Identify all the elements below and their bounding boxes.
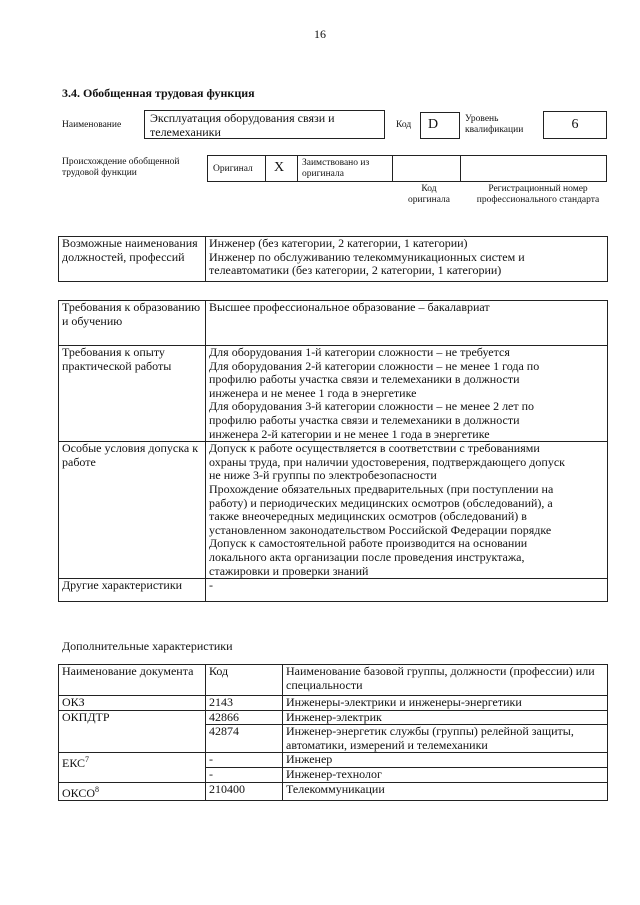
doc-name: ОКСО bbox=[62, 785, 96, 800]
doc-cell bbox=[59, 782, 206, 801]
original-label: Оригинал bbox=[213, 164, 253, 174]
additional-table bbox=[58, 664, 608, 801]
reg-number-caption: Регистрационный номер профессионального стандарта bbox=[476, 184, 600, 205]
header-document: Наименование документа bbox=[59, 665, 206, 696]
code-cell: - bbox=[206, 767, 283, 782]
code-cell: 42874 bbox=[206, 725, 283, 753]
section-title: 3.4. Обобщенная трудовая функция bbox=[62, 86, 255, 100]
experience-line: Для оборудования 1-й категории сложности – не требуется bbox=[209, 345, 510, 359]
name-label: Наименование bbox=[62, 120, 122, 130]
special-line: не ниже 3-й группы по электробезопасности bbox=[209, 468, 437, 483]
name-cell: Инженер-технолог bbox=[283, 767, 608, 782]
special-line: Допуск к работе осуществляется в соответствии с требованиями bbox=[209, 441, 540, 456]
function-name-box bbox=[144, 110, 385, 139]
table-row bbox=[59, 696, 608, 711]
code-box bbox=[420, 112, 460, 139]
experience-label: Требования к опыту практической работы bbox=[59, 346, 206, 442]
positions-label: Возможные наименования должностей, профессий bbox=[59, 237, 206, 282]
code-original-caption: Код оригинала bbox=[408, 184, 450, 205]
special-line: работу) и периодических медицинских осмотров (обследований), а bbox=[209, 495, 553, 510]
table-row bbox=[59, 753, 608, 768]
code-cell: - bbox=[206, 753, 283, 768]
education-value: Высшее профессиональное образование – бакалавриат bbox=[206, 301, 608, 346]
experience-line: инженера и не менее 1 года в энергетике bbox=[209, 385, 417, 400]
table-row bbox=[59, 782, 608, 801]
divider bbox=[392, 155, 393, 182]
origin-box bbox=[207, 155, 607, 182]
function-name-value: Эксплуатация оборудования связи и телемеханики bbox=[150, 111, 335, 139]
requirements-table bbox=[58, 300, 608, 602]
experience-line: Для оборудования 3-й категории сложности – не менее 2 лет по bbox=[209, 399, 535, 414]
page-number: 16 bbox=[314, 27, 326, 41]
footnote-ref: 7 bbox=[85, 755, 90, 765]
positions-line: Инженер (без категории, 2 категории, 1 категории) bbox=[209, 236, 468, 250]
education-label: Требования к образованию и обучению bbox=[59, 301, 206, 346]
experience-line: профилю работы участка связи и телемеханики в должности bbox=[209, 372, 520, 387]
code-label: Код bbox=[396, 120, 412, 130]
divider bbox=[265, 155, 266, 182]
table-row bbox=[59, 346, 608, 442]
divider bbox=[297, 155, 298, 182]
table-row bbox=[59, 665, 608, 696]
table-row bbox=[59, 301, 608, 346]
level-label: Уровень квалификации bbox=[465, 114, 524, 135]
name-cell: Инженер-электрик bbox=[283, 710, 608, 725]
table-row bbox=[59, 442, 608, 579]
special-value bbox=[206, 442, 608, 579]
name-cell: Инженер bbox=[283, 753, 608, 768]
other-value: - bbox=[206, 579, 608, 602]
positions-line: телеавтоматики (без категории, 2 категории, 1 категории) bbox=[209, 263, 502, 278]
special-line: Допуск к самостоятельной работе производится на основании bbox=[209, 536, 528, 551]
original-mark: X bbox=[274, 160, 285, 175]
table-row bbox=[59, 237, 608, 282]
positions-value bbox=[206, 237, 608, 282]
name-cell: Инженеры-электрики и инженеры-энергетики bbox=[283, 696, 608, 711]
additional-title: Дополнительные характеристики bbox=[62, 639, 233, 653]
experience-line: профилю работы участка связи и телемеханики в должности bbox=[209, 412, 520, 427]
name-cell: Телекоммуникации bbox=[283, 782, 608, 801]
doc-name: ЕКС bbox=[62, 756, 86, 771]
footnote-ref: 8 bbox=[95, 784, 100, 794]
special-line: стажировки и проверки знаний bbox=[209, 563, 369, 578]
borrowed-label: Заимствовано из оригинала bbox=[302, 158, 370, 179]
name-cell: Инженер-энергетик службы (группы) релейной защиты, автоматики, измерений и телемеханики bbox=[283, 725, 608, 753]
header-code: Код bbox=[206, 665, 283, 696]
doc-cell: ОКЗ bbox=[59, 696, 206, 711]
origin-label: Происхождение обобщенной трудовой функции bbox=[62, 157, 180, 178]
special-line: Прохождение обязательных предварительных (при поступлении на bbox=[209, 481, 554, 496]
special-line: охраны труда, при наличии удостоверения, подтверждающего допуск bbox=[209, 454, 565, 469]
special-line: локального акта организации после проведения инструктажа, bbox=[209, 549, 525, 564]
level-box bbox=[543, 111, 607, 139]
positions-table bbox=[58, 236, 608, 282]
experience-value bbox=[206, 346, 608, 442]
special-label: Особые условия допуска к работе bbox=[59, 442, 206, 579]
experience-line: Для оборудования 2-й категории сложности – не менее 1 года по bbox=[209, 358, 540, 373]
experience-line: инженера 2-й категории и не менее 1 года в энергетике bbox=[209, 426, 490, 441]
code-cell: 210400 bbox=[206, 782, 283, 801]
doc-cell: ОКПДТР bbox=[59, 710, 206, 753]
doc-cell bbox=[59, 753, 206, 782]
table-row bbox=[59, 710, 608, 725]
table-row bbox=[59, 579, 608, 602]
code-cell: 2143 bbox=[206, 696, 283, 711]
other-label: Другие характеристики bbox=[59, 579, 206, 602]
code-value: D bbox=[428, 117, 439, 132]
header-name: Наименование базовой группы, должности (профессии) или специальности bbox=[283, 665, 608, 696]
positions-line: Инженер по обслуживанию телекоммуникационных систем и bbox=[209, 249, 525, 264]
special-line: также внеочередных медицинских осмотров (обследований) в bbox=[209, 509, 527, 524]
level-value: 6 bbox=[571, 117, 579, 132]
code-cell: 42866 bbox=[206, 710, 283, 725]
divider bbox=[460, 155, 461, 182]
special-line: установленном законодательством Российской Федерации порядке bbox=[209, 522, 552, 537]
